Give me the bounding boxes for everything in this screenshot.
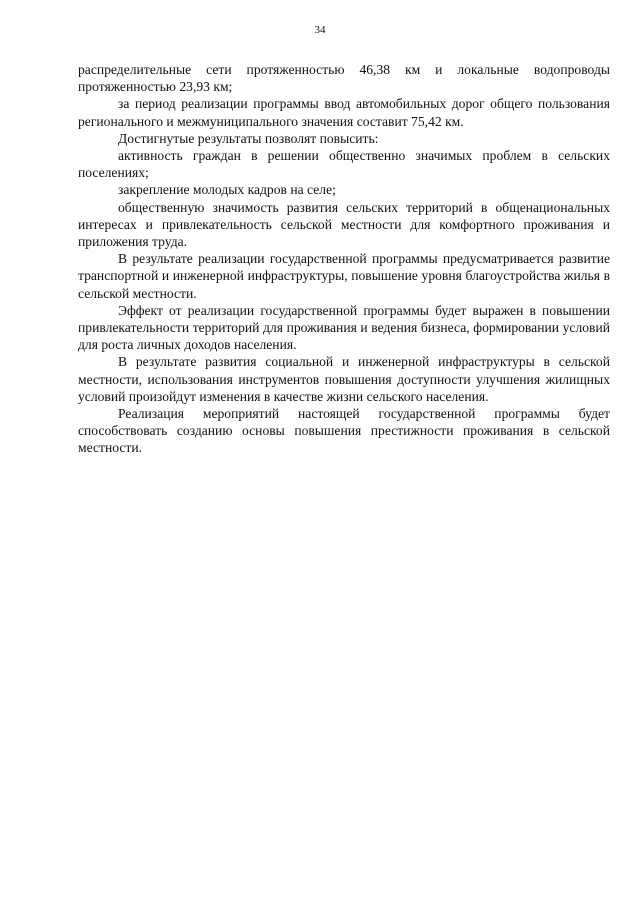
page-number: 34 — [314, 24, 326, 36]
paragraph-quality-of-life: В результате развития социальной и инженерной инфраструктуры в сельской местности, использования инструментов повышения доступности улучшения жилищных условий произойдут изменения в качестве жизни сельского населения. — [78, 354, 610, 404]
document-body — [78, 61, 610, 457]
paragraph-results-intro: Достигнутые результаты позволят повысить: — [118, 130, 379, 146]
paragraph-public-significance: общественную значимость развития сельских территорий в общенациональных интересах и привлекательность сельской местности для комфортного проживания и приложения труда. — [78, 199, 610, 250]
paragraph-roads: за период реализации программы ввод автомобильных дорог общего пользования регионального и межмуниципального значения составит 75,42 км. — [78, 96, 610, 129]
paragraph-citizen-activity: активность граждан в решении общественно значимых проблем в сельских поселениях; — [78, 148, 610, 181]
paragraph-prestige: Реализация мероприятий настоящей государственной программы будет способствовать созданию основы повышения престижности проживания в сельской местности. — [78, 406, 610, 456]
paragraph-effect: Эффект от реализации государственной программы будет выражен в повышении привлекательности территорий для проживания и ведения бизнеса, формировании условий для роста личных доходов населения. — [78, 302, 610, 353]
paragraph-water-networks: распределительные сети протяженностью 46,38 км и локальные водопроводы протяженностью 23,93 км; — [78, 62, 610, 95]
paragraph-infrastructure: В результате реализации государственной программы предусматривается развитие транспортной и инженерной инфраструктуры, повышение уровня благоустройства жилья в сельской местности. — [78, 251, 610, 301]
paragraph-young-staff: закрепление молодых кадров на селе; — [118, 182, 336, 198]
